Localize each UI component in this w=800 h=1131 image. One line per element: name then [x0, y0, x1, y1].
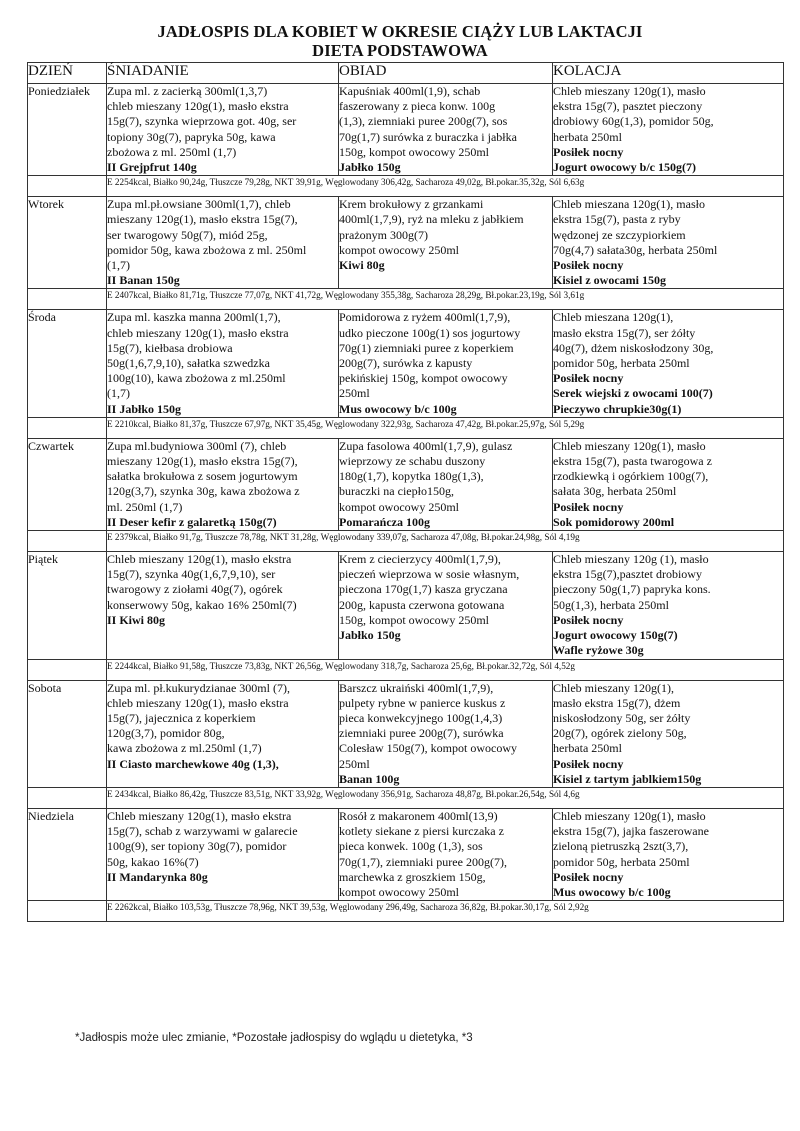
document-title: JADŁOSPIS DLA KOBIET W OKRESIE CIĄŻY LUB LAKTACJI — [157, 22, 643, 41]
meal-item-line: ser twarogowy 50g(7), miód 25g, — [107, 227, 268, 242]
meal-item-line: 120g(3,7), pomidor 80g, — [107, 726, 225, 741]
meal-item-highlight: II Grejpfrut 140g — [107, 160, 197, 175]
meal-item-line: kompot owocowy 250ml — [339, 884, 459, 899]
meal-item-line: 180g(1,7), kopytka 180g(1,3), — [339, 469, 484, 484]
header-lunch: OBIAD — [339, 63, 553, 84]
meal-item-line: wędzonej ze szczypiorkiem — [553, 227, 686, 242]
nutrition-summary: E 2379kcal, Białko 91,7g, Tłuszcze 78,78g, NKT 31,28g, Węglowodany 339,07g, Sacharoza 47,08g, Bł.pokar.24,98g, Sól 4,19g — [107, 531, 784, 552]
meal-item-line: Zupa ml. kaszka manna 200ml(1,7), — [107, 310, 281, 325]
meal-item-highlight: II Jabłko 150g — [107, 401, 182, 416]
meal-item-line: 400ml(1,7,9), ryż na mleku z jabłkiem — [339, 212, 524, 227]
nutrition-summary: E 2210kcal, Białko 81,37g, Tłuszcze 67,97g, NKT 35,45g, Węglowodany 322,93g, Sacharoza 47,42g, Bł.pokar.25,97g, Sól 5,29g — [107, 417, 784, 438]
lunch-cell — [339, 197, 553, 289]
meal-item-line: Colesław 150g(7), kompot owocowy — [339, 741, 517, 756]
meal-item-line: Pomidorowa z ryżem 400ml(1,7,9), — [339, 310, 511, 325]
summary-spacer — [28, 901, 107, 922]
dinner-cell — [553, 808, 784, 900]
summary-spacer — [28, 417, 107, 438]
breakfast-cell — [107, 197, 339, 289]
meal-item-line: pieca konwek. 100g (1,3), sos — [339, 839, 483, 854]
meal-item-line: ekstra 15g(7), jajka faszerowane — [553, 824, 709, 839]
meal-item-line: 15g(7), szynka 40g(1,6,7,9,10), ser — [107, 567, 276, 582]
meal-item-line: pulpety rybne w panierce kuskus z — [339, 695, 506, 710]
meal-item-line: ekstra 15g(7), pasta twarogowa z — [553, 454, 712, 469]
meal-item-line: 250ml — [339, 386, 370, 401]
meal-item-highlight: Jabłko 150g — [339, 628, 401, 643]
meal-item-highlight: Kiwi 80g — [339, 258, 385, 273]
meal-item-line: faszerowany z pieca konw. 100g — [339, 99, 496, 114]
meal-item-highlight: Wafle ryżowe 30g — [553, 643, 644, 658]
breakfast-cell — [107, 552, 339, 659]
meal-item-line: Kapuśniak 400ml(1,9), schab — [339, 84, 481, 98]
nutrition-summary: E 2254kcal, Białko 90,24g, Tłuszcze 79,28g, NKT 39,91g, Węglowodany 306,42g, Sacharoza 49,02g, Bł.pokar.35,32g, Sól 6,63g — [107, 176, 784, 197]
lunch-cell — [339, 808, 553, 900]
meal-item-highlight: II Ciasto marchewkowe 40g (1,3), — [107, 756, 279, 771]
day-name: Niedziela — [28, 808, 107, 900]
dinner-cell — [553, 680, 784, 787]
meal-item-line: pieczona 170g(1,7) kasza gryczana — [339, 582, 508, 597]
meal-item-line: Chleb mieszany 120g(1), — [553, 680, 674, 695]
meal-item-line: chleb mieszany 120g(1), masło ekstra — [107, 99, 289, 114]
meal-item-line: pieczeń wieprzowa w sosie własnym, — [339, 567, 520, 582]
meal-item-highlight: Mus owocowy b/c 100g — [339, 401, 457, 416]
meal-item-highlight: Mus owocowy b/c 100g — [553, 884, 671, 899]
meal-item-line: 15g(7), jajecznica z koperkiem — [107, 710, 256, 725]
meal-item-line: Zupa fasolowa 400ml(1,7,9), gulasz — [339, 438, 513, 453]
header-day: DZIEŃ — [28, 63, 107, 84]
meal-item-line: 15g(7), schab z warzywami w galarecie — [107, 824, 298, 839]
day-name: Wtorek — [28, 197, 107, 289]
meal-item-line: Chleb mieszany 120g(1), masło — [553, 438, 706, 453]
meal-item-line: kompot owocowy 250ml — [339, 242, 459, 257]
meal-item-line: pieca konwekcyjnego 100g(1,4,3) — [339, 710, 503, 725]
day-row — [28, 438, 784, 530]
meal-item-line: Chleb mieszany 120g(1), masło ekstra — [107, 808, 292, 823]
meal-item-line: Rosół z makaronem 400ml(13,9) — [339, 808, 498, 823]
meal-item-line: drobiowy 60g(1,3), pomidor 50g, — [553, 114, 714, 129]
summary-spacer — [28, 787, 107, 808]
meal-item-line: masło ekstra 15g(7), ser żółty — [553, 325, 696, 340]
header-breakfast: ŚNIADANIE — [107, 63, 339, 84]
nutrition-summary: E 2407kcal, Białko 81,71g, Tłuszcze 77,07g, NKT 41,72g, Węglowodany 355,38g, Sacharoza 28,29g, Bł.pokar.23,19g, Sól 3,61g — [107, 289, 784, 310]
day-name: Piątek — [28, 552, 107, 659]
meal-item-line: pekińskiej 150g, kompot owocowy — [339, 371, 508, 386]
meal-item-line: herbata 250ml — [553, 741, 622, 756]
meal-item-line: pomidor 50g, kawa zbożowa z ml. 250ml — [107, 242, 307, 257]
meal-item-line: wieprzowy ze schabu duszony — [339, 454, 486, 469]
meal-item-highlight: II Kiwi 80g — [107, 612, 166, 627]
day-name: Sobota — [28, 680, 107, 787]
summary-row — [28, 289, 784, 310]
meal-item-line: ekstra 15g(7), pasztet pieczony — [553, 99, 703, 114]
breakfast-cell — [107, 438, 339, 530]
meal-item-line: zbożowa z ml. 250ml (1,7) — [107, 144, 237, 159]
meal-item-line: sałata 30g, herbata 250ml — [553, 484, 677, 499]
summary-row — [28, 531, 784, 552]
meal-item-line: (1,7) — [107, 258, 130, 273]
summary-spacer — [28, 289, 107, 310]
meal-item-highlight: Serek wiejski z owocami 100(7) — [553, 386, 713, 401]
day-name: Środa — [28, 310, 107, 417]
meal-item-line: Zupa ml. z zacierką 300ml(1,3,7) — [107, 84, 268, 98]
meal-plan-table — [27, 62, 784, 922]
meal-item-line: ziemniaki puree 200g(7), surówka — [339, 726, 504, 741]
meal-item-highlight: Sok pomidorowy 200ml — [553, 514, 675, 529]
summary-row — [28, 176, 784, 197]
day-row — [28, 808, 784, 900]
meal-item-line: buraczki na ciepło150g, — [339, 484, 454, 499]
day-row — [28, 310, 784, 417]
meal-item-line: 50g(1,3), herbata 250ml — [553, 597, 669, 612]
meal-item-highlight: Posiłek nocny — [553, 258, 624, 273]
meal-item-highlight: Posiłek nocny — [553, 612, 624, 627]
meal-item-line: 70g(1,7) surówka z buraczka i jabłka — [339, 129, 517, 144]
meal-item-line: kotlety siekane z piersi kurczaka z — [339, 824, 504, 839]
meal-item-line: 250ml — [339, 756, 370, 771]
meal-item-highlight: Kisiel z owocami 150g — [553, 273, 666, 288]
meal-item-highlight: Posiłek nocny — [553, 371, 624, 386]
meal-item-line: 20g(7), ogórek zielony 50g, — [553, 726, 687, 741]
meal-item-highlight: Posiłek nocny — [553, 144, 624, 159]
dinner-cell — [553, 438, 784, 530]
breakfast-cell — [107, 310, 339, 417]
nutrition-summary: E 2434kcal, Białko 86,42g, Tłuszcze 83,51g, NKT 33,92g, Węglowodany 356,91g, Sacharoza 48,87g, Bł.pokar.26,54g, Sól 4,6g — [107, 787, 784, 808]
meal-item-line: mieszany 120g(1), masło ekstra 15g(7), — [107, 212, 298, 227]
meal-item-highlight: Jogurt owocowy 150g(7) — [553, 628, 678, 643]
breakfast-cell — [107, 84, 339, 176]
meal-item-line: prażonym 300g(7) — [339, 227, 428, 242]
meal-item-line: 70g(1,7), ziemniaki puree 200g(7), — [339, 854, 507, 869]
meal-item-line: topiony 30g(7), papryka 50g, kawa — [107, 129, 276, 144]
footnote: *Jadłospis może ulec zmianie, *Pozostałe jadłospisy do wglądu u dietetyka, *3 — [75, 1032, 473, 1044]
meal-item-line: Chleb mieszana 120g(1), masło — [553, 197, 705, 212]
meal-item-line: herbata 250ml — [553, 129, 622, 144]
meal-item-highlight: Banan 100g — [339, 771, 400, 786]
meal-item-line: kawa zbożowa z ml.250ml (1,7) — [107, 741, 262, 756]
summary-row — [28, 659, 784, 680]
meal-item-line: niskosłodzony 50g, ser żółty — [553, 710, 691, 725]
header-row — [28, 63, 784, 84]
meal-item-line: 70g(4,7) sałata30g, herbata 250ml — [553, 242, 718, 257]
meal-item-line: (1,3), ziemniaki puree 200g(7), sos — [339, 114, 508, 129]
document-subtitle: DIETA PODSTAWOWA — [312, 41, 488, 60]
meal-item-line: 100g(10), kawa zbożowa z ml.250ml — [107, 371, 286, 386]
meal-item-line: 70g(1) ziemniaki puree z koperkiem — [339, 340, 514, 355]
meal-item-highlight: II Deser kefir z galaretką 150g(7) — [107, 514, 277, 529]
lunch-cell — [339, 310, 553, 417]
meal-item-highlight: Jabłko 150g — [339, 160, 401, 175]
day-row — [28, 197, 784, 289]
summary-spacer — [28, 531, 107, 552]
meal-item-line: 120g(3,7), szynka 30g, kawa zbożowa z — [107, 484, 300, 499]
meal-item-line: 50g, kakao 16%(7) — [107, 854, 199, 869]
breakfast-cell — [107, 680, 339, 787]
meal-item-line: 150g, kompot owocowy 250ml — [339, 144, 489, 159]
nutrition-summary: E 2262kcal, Białko 103,53g, Tłuszcze 78,96g, NKT 39,53g, Węglowodany 296,49g, Sacharoza 36,82g, Bł.pokar.30,17g, Sól 2,92g — [107, 901, 784, 922]
summary-spacer — [28, 659, 107, 680]
meal-item-line: ekstra 15g(7), pasta z ryby — [553, 212, 681, 227]
meal-item-line: 15g(7), kiełbasa drobiowa — [107, 340, 233, 355]
meal-item-line: chleb mieszany 120g(1), masło ekstra — [107, 325, 289, 340]
meal-item-highlight: Pomarańcza 100g — [339, 514, 430, 529]
meal-item-line: 150g, kompot owocowy 250ml — [339, 612, 489, 627]
meal-item-line: Zupa ml.budyniowa 300ml (7), chleb — [107, 438, 287, 453]
meal-item-highlight: Posiłek nocny — [553, 756, 624, 771]
dinner-cell — [553, 552, 784, 659]
meal-item-highlight: Posiłek nocny — [553, 499, 624, 514]
meal-item-line: Zupa ml.pł.owsiane 300ml(1,7), chleb — [107, 197, 291, 212]
meal-item-line: konserwowy 50g, kakao 16% 250ml(7) — [107, 597, 297, 612]
meal-item-line: 40g(7), dżem niskosłodzony 30g, — [553, 340, 714, 355]
meal-item-line: Chleb mieszany 120g(1), masło — [553, 84, 706, 98]
meal-item-line: 100g(9), ser topiony 30g(7), pomidor — [107, 839, 287, 854]
meal-item-line: sałatka brokułowa z sosem jogurtowym — [107, 469, 298, 484]
dinner-cell — [553, 310, 784, 417]
lunch-cell — [339, 552, 553, 659]
meal-item-line: Krem z ciecierzycy 400ml(1,7,9), — [339, 552, 501, 567]
nutrition-summary: E 2244kcal, Białko 91,58g, Tłuszcze 73,83g, NKT 26,56g, Węglowodany 318,7g, Sacharoza 25,6g, Bł.pokar.32,72g, Sól 4,52g — [107, 659, 784, 680]
day-name: Czwartek — [28, 438, 107, 530]
meal-item-line: ml. 250ml (1,7) — [107, 499, 183, 514]
meal-item-line: Chleb mieszana 120g(1), — [553, 310, 674, 325]
meal-item-highlight: II Banan 150g — [107, 273, 180, 288]
meal-item-line: ekstra 15g(7),pasztet drobiowy — [553, 567, 702, 582]
meal-item-line: mieszany 120g(1), masło ekstra 15g(7), — [107, 454, 298, 469]
lunch-cell — [339, 84, 553, 176]
meal-item-line: Chleb mieszany 120g(1), masło — [553, 808, 706, 823]
meal-item-line: twarogowy z ziołami 40g(7), ogórek — [107, 582, 283, 597]
meal-item-line: pieczony 50g(1,7) papryka kons. — [553, 582, 711, 597]
meal-item-line: Chleb mieszany 120g (1), masło — [553, 552, 709, 567]
meal-item-highlight: Jogurt owocowy b/c 150g(7) — [553, 160, 696, 175]
meal-item-line: (1,7) — [107, 386, 130, 401]
meal-item-line: Chleb mieszany 120g(1), masło ekstra — [107, 552, 292, 567]
dinner-cell — [553, 84, 784, 176]
lunch-cell — [339, 680, 553, 787]
meal-item-line: marchewka z groszkiem 150g, — [339, 869, 486, 884]
meal-plan-body — [28, 84, 784, 922]
day-row — [28, 552, 784, 659]
lunch-cell — [339, 438, 553, 530]
meal-item-line: udko pieczone 100g(1) sos jogurtowy — [339, 325, 521, 340]
meal-item-line: pomidor 50g, herbata 250ml — [553, 854, 690, 869]
meal-item-line: rzodkiewką i ogórkiem 100g(7), — [553, 469, 709, 484]
meal-item-highlight: Pieczywo chrupkie30g(1) — [553, 401, 682, 416]
meal-item-line: 15g(7), szynka wieprzowa got. 40g, ser — [107, 114, 297, 129]
meal-item-line: 50g(1,6,7,9,10), sałatka szwedzka — [107, 356, 270, 371]
meal-item-highlight: Kisiel z tartym jablkiem150g — [553, 771, 702, 786]
meal-item-line: 200g, kapusta czerwona gotowana — [339, 597, 505, 612]
dinner-cell — [553, 197, 784, 289]
meal-item-line: masło ekstra 15g(7), dżem — [553, 695, 681, 710]
summary-row — [28, 787, 784, 808]
summary-row — [28, 901, 784, 922]
meal-item-line: 200g(7), surówka z kapusty — [339, 356, 473, 371]
meal-item-highlight: Posiłek nocny — [553, 869, 624, 884]
day-row — [28, 680, 784, 787]
meal-item-line: pomidor 50g, herbata 250ml — [553, 356, 690, 371]
meal-item-line: kompot owocowy 250ml — [339, 499, 459, 514]
meal-item-line: zieloną pietruszką 2szt(3,7), — [553, 839, 689, 854]
day-row — [28, 84, 784, 176]
summary-row — [28, 417, 784, 438]
meal-item-line: Zupa ml. pł.kukurydzianae 300ml (7), — [107, 680, 290, 695]
meal-item-line: chleb mieszany 120g(1), masło ekstra — [107, 695, 289, 710]
breakfast-cell — [107, 808, 339, 900]
summary-spacer — [28, 176, 107, 197]
meal-item-line: Barszcz ukraiński 400ml(1,7,9), — [339, 680, 494, 695]
day-name: Poniedziałek — [28, 84, 107, 176]
meal-item-line: Krem brokułowy z grzankami — [339, 197, 484, 212]
meal-item-highlight: II Mandarynka 80g — [107, 869, 208, 884]
header-dinner: KOLACJA — [553, 63, 784, 84]
